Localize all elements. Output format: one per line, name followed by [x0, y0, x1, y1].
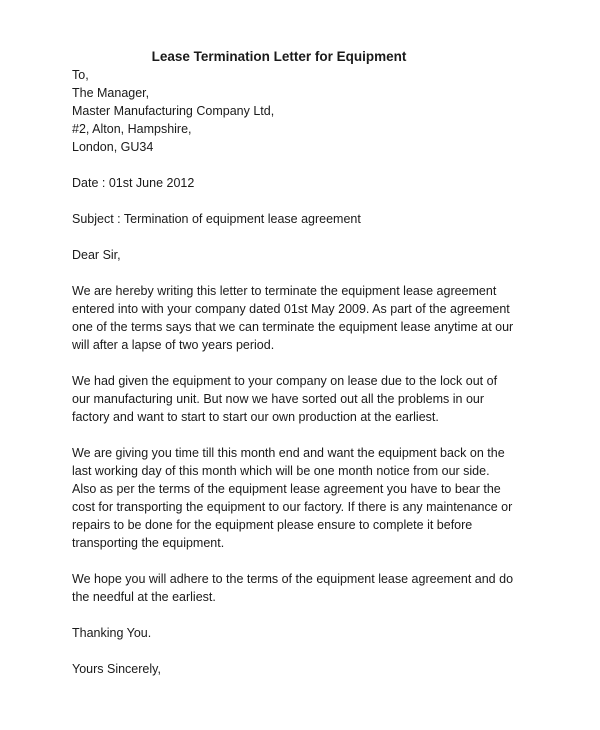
- paragraph-line: the needful at the earliest.: [72, 590, 216, 604]
- paragraph-line: one of the terms says that we can terminate the equipment lease anytime at our: [72, 320, 514, 334]
- paragraph-line: will after a lapse of two years period.: [72, 338, 275, 352]
- body-paragraph: [72, 372, 502, 426]
- paragraph-line: We hope you will adhere to the terms of the equipment lease agreement and do: [72, 572, 514, 586]
- address-line: To,: [72, 68, 89, 82]
- paragraph-line: repairs to be done for the equipment please ensure to complete it before: [72, 518, 473, 532]
- paragraph-line: last working day of this month which will be one month notice from our side.: [72, 464, 490, 478]
- letter-date: Date : 01st June 2012: [72, 176, 195, 190]
- paragraph-line: cost for transporting the equipment to our factory. If there is any maintenance or: [72, 500, 513, 514]
- letter-body: [72, 66, 514, 678]
- body-paragraph: [72, 444, 513, 552]
- paragraph-line: our manufacturing unit. But now we have sorted out all the problems in our: [72, 392, 485, 406]
- thanks-line: Thanking You.: [72, 626, 152, 640]
- letter-subject: Subject : Termination of equipment lease agreement: [72, 212, 361, 226]
- closing-line: Yours Sincerely,: [72, 662, 161, 676]
- address-line: #2, Alton, Hampshire,: [72, 122, 192, 136]
- paragraph-line: We are giving you time till this month end and want the equipment back on the: [72, 446, 505, 460]
- address-line: The Manager,: [72, 86, 150, 100]
- address-line: Master Manufacturing Company Ltd,: [72, 104, 275, 118]
- address-line: London, GU34: [72, 140, 154, 154]
- salutation: Dear Sir,: [72, 248, 121, 262]
- paragraph-line: transporting the equipment.: [72, 536, 225, 550]
- paragraph-line: We had given the equipment to your company on lease due to the lock out of: [72, 374, 498, 388]
- recipient-address: [72, 66, 502, 156]
- paragraph-line: factory and want to start to start our own production at the earliest.: [72, 410, 439, 424]
- letter-title: Lease Termination Letter for Equipment: [151, 49, 407, 64]
- body-paragraph: [72, 282, 514, 354]
- paragraph-line: Also as per the terms of the equipment lease agreement you have to bear the: [72, 482, 501, 496]
- body-paragraph: [72, 570, 514, 606]
- paragraph-line: entered into with your company dated 01st May 2009. As part of the agreement: [72, 302, 510, 316]
- paragraph-line: We are hereby writing this letter to terminate the equipment lease agreement: [72, 284, 497, 298]
